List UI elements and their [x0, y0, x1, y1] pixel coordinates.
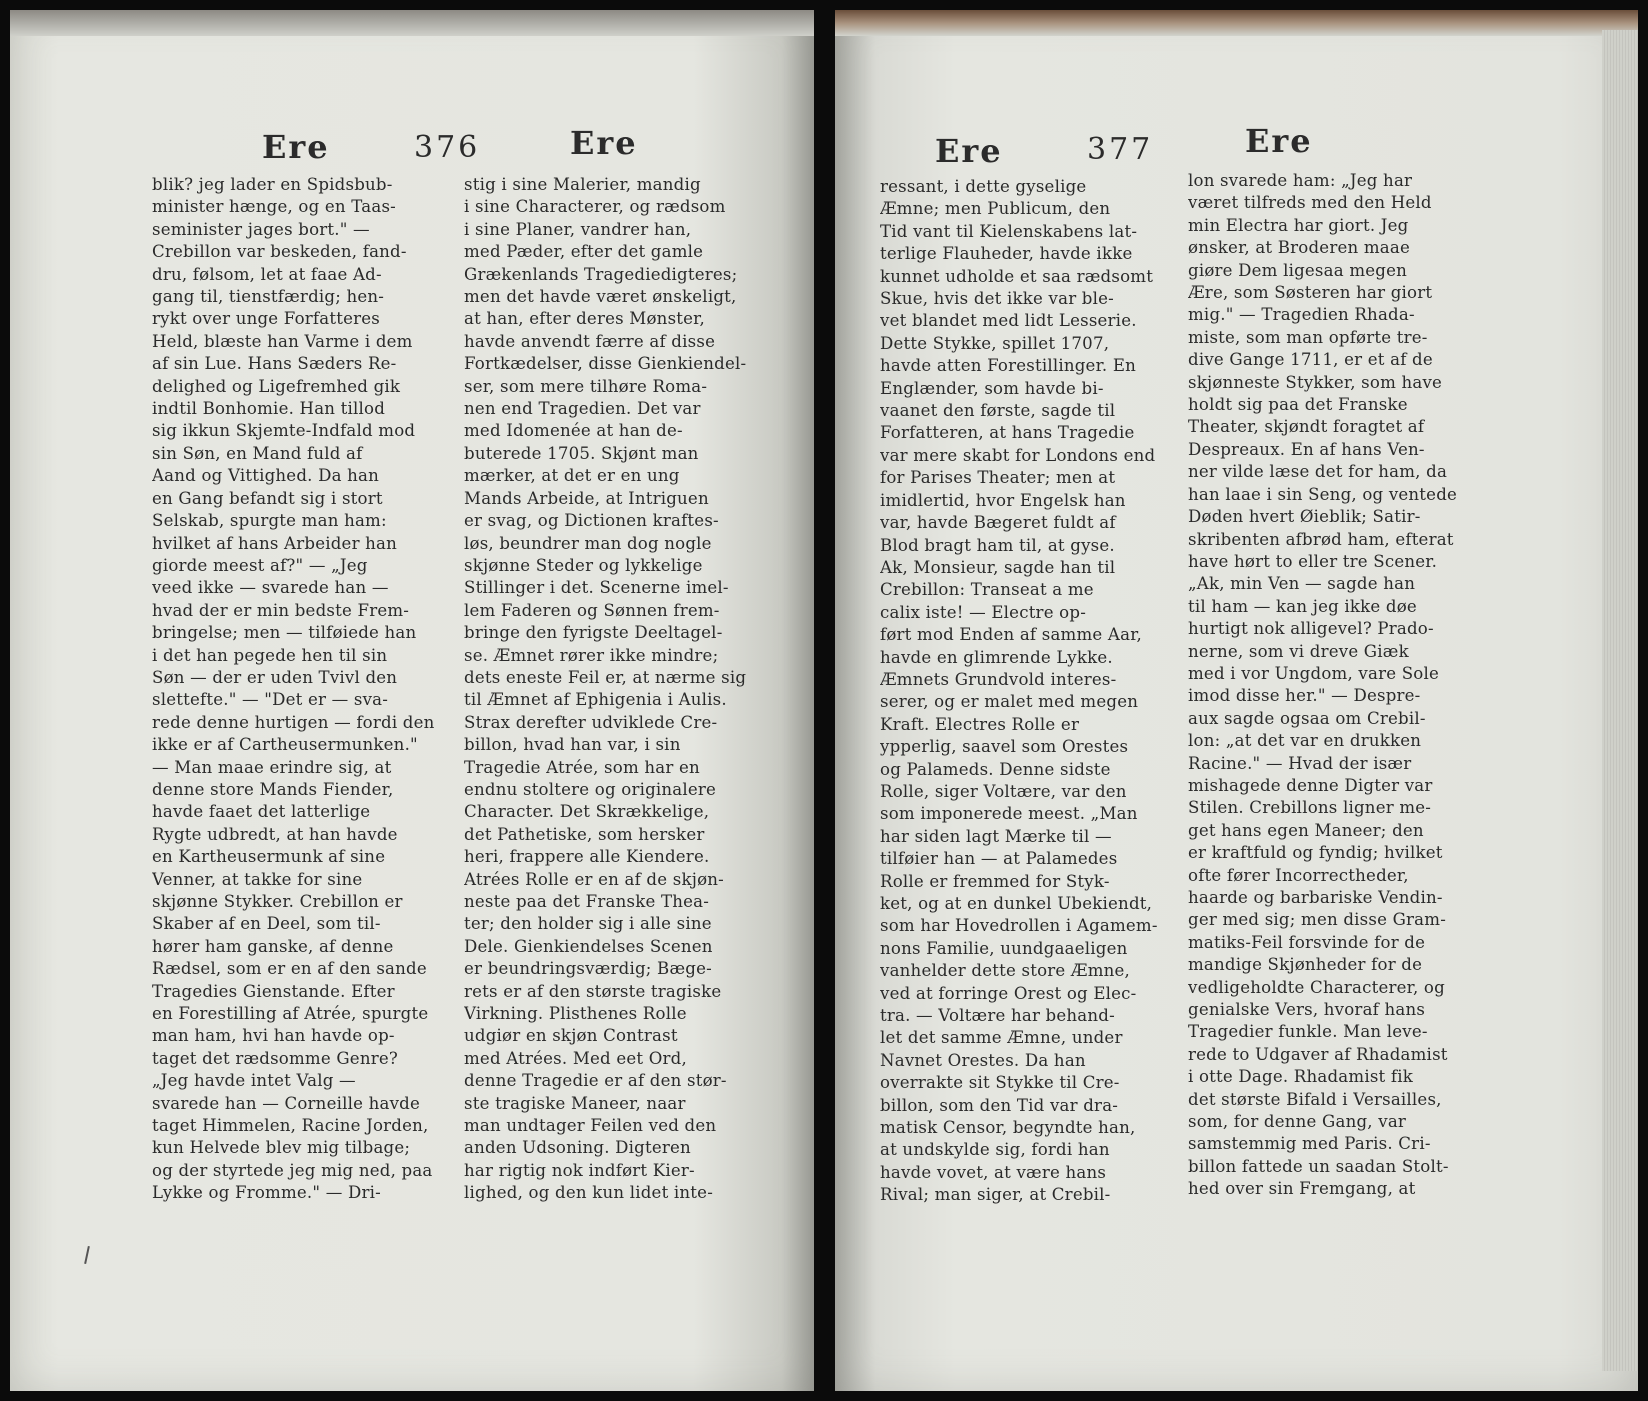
left-header-left: Ere — [262, 128, 330, 166]
right-page-column-2: lon svarede ham: „Jeg har været tilfreds med den Held min Electra har giort. Jeg ønsker, at Broderen maae giøre Dem ligesaa megen Ære, som Søsteren har giort mig." — Tragedien Rhada- miste, som man opførte tre- dive Gange 1711, er et af de skjønneste Stykker, som have holdt sig paa det Franske Theater, skjøndt foragtet af Despreaux. En af hans Ven- ner vilde læse det for ham, da han laae i sin Seng, og ventede Døden hvert Øieblik; Satir- skribenten afbrød ham, efterat have hørt to eller tre Scener. „Ak, min Ven — sagde han til ham — kan jeg ikke døe hurtigt nok alligevel? Prado- nerne, som vi dreve Giæk med i vor Ungdom, vare Sole imod disse her." — Despre- aux sagde ogsaa om Crebil- lon: „at det var en drukken Racine." — Hvad der især mishagede denne Digter var Stilen. Crebillons ligner me- get hans egen Maneer; den er kraftfuld og fyndig; hvilket ofte fører Incorrectheder, haarde og barbariske Vendin- ger med sig; men disse Gram- matiks-Feil forsvinde for de mandige Skjønheder for de vedligeholdte Characterer, og genialske Vers, hvoraf hans Tragedier funkle. Man leve- rede to Udgaver af Rhadamist i otte Dage. Rhadamist fik det største Bifald i Versailles, som, for denne Gang, var samstemmig med Paris. Cri- billon fattede un saadan Stolt- hed over sin Fremgang, at — [1188, 171, 1458, 1199]
right-page-fore-edge — [1602, 30, 1638, 1371]
left-page-column-1: blik? jeg lader en Spidsbub- minister hænge, og en Taas- seminister jages bort." — Crebillon var beskeden, fand- dru, følsom, let at faae Ad- gang til, tienstfærdig; hen- rykt over unge Forfatteres Held, blæste han Varme i dem af sin Lue. Hans Sæders Re- delighed og Ligefremhed gik indtil Bonhomie. Han tillod sig ikkun Skjemte-Indfald mod sin Søn, en Mand fuld af Aand og Vittighed. Da han en Gang befandt sig i stort Selskab, spurgte man ham: hvilket af hans Arbeider han giorde meest af?" — „Jeg veed ikke — svarede han — hvad der er min bedste Frem- bringelse; men — tilføiede han i det han pegede hen til sin Søn — der er uden Tvivl den slettefte." — "Det er — sva- rede denne hurtigen — fordi den ikke er af Cartheusermunken." — Man maae erindre sig, at denne store Mands Fiender, havde faaet det latterlige Rygte udbredt, at han havde en Kartheusermunk af sine Venner, at takke for sine skjønne Stykker. Crebillon er Skaber af en Deel, som til- hører ham ganske, af denne Rædsel, som er en af den sande Tragedies Gienstande. Efter en Forestilling af Atrée, spurgte man ham, hvi han havde op- taget det rædsomme Genre? „Jeg havde intet Valg — svarede han — Corneille havde taget Himmelen, Racine Jorden, kun Helvede blev mig tilbage; og der styrtede jeg mig ned, paa Lykke og Fromme." — Dri- — [152, 175, 435, 1203]
left-page-number: 376 — [414, 130, 481, 165]
right-header-left: Ere — [935, 132, 1003, 170]
right-page-number: 377 — [1087, 132, 1154, 167]
left-header-right: Ere — [570, 124, 638, 162]
left-page-top-edge — [10, 10, 814, 36]
right-header-right: Ere — [1245, 122, 1313, 160]
left-page-column-2: stig i sine Malerier, mandig i sine Characterer, og rædsom i sine Planer, vandrer han, med Pæder, efter det gamle Grækenlands Tragediedigteres; men det havde været ønskeligt, at han, efter deres Mønster, havde anvendt færre af disse Fortkædelser, disse Gienkiendel- ser, som mere tilhøre Roma- nen end Tragedien. Det var med Idomenée at han de- buterede 1705. Skjønt man mærker, at det er en ung Mands Arbeide, at Intriguen er svag, og Dictionen kraftes- løs, beundrer man dog nogle skjønne Steder og lykkelige Stillinger i det. Scenerne imel- lem Faderen og Sønnen frem- bringe den fyrigste Deeltagel- se. Æmnet rører ikke mindre; dets eneste Feil er, at nærme sig til Æmnet af Ephigenia i Aulis. Strax derefter udviklede Cre- billon, hvad han var, i sin Tragedie Atrée, som har en endnu stoltere og originalere Character. Det Skrækkelige, det Pathetiske, som hersker heri, frappere alle Kiendere. Atrées Rolle er en af de skjøn- neste paa det Franske Thea- ter; den holder sig i alle sine Dele. Gienkiendelses Scenen er beundringsværdig; Bæge- rets er af den største tragiske Virkning. Plisthenes Rolle udgiør en skjøn Contrast med Atrées. Med eet Ord, denne Tragedie er af den stør- ste tragiske Maneer, naar man undtager Feilen ved den anden Udsoning. Digteren har rigtig nok indført Kier- lighed, og den kun lidet inte- — [464, 175, 747, 1203]
right-page-top-edge — [835, 10, 1638, 36]
right-page-column-1: ressant, i dette gyselige Æmne; men Publicum, den Tid vant til Kielenskabens lat- terlige Flauheder, havde ikke kunnet udholde et saa rædsomt Skue, hvis det ikke var ble- vet blandet med lidt Lesserie. Dette Stykke, spillet 1707, havde atten Forestillinger. En Englænder, som havde bi- vaanet den første, sagde til Forfatteren, at hans Tragedie var mere skabt for Londons end for Parises Theater; men at imidlertid, hvor Engelsk han var, havde Bægeret fuldt af Blod bragt ham til, at gyse. Ak, Monsieur, sagde han til Crebillon: Transeat a me calix iste! — Electre op- ført mod Enden af samme Aar, havde en glimrende Lykke. Æmnets Grundvold interes- serer, og er malet med megen Kraft. Electres Rolle er ypperlig, saavel som Orestes og Palameds. Denne sidste Rolle, siger Voltære, var den som imponerede meest. „Man har siden lagt Mærke til — tilføier han — at Palamedes Rolle er fremmed for Styk- ket, og at en dunkel Ubekiendt, som har Hovedrollen i Agamem- nons Familie, uundgaaeligen vanhelder dette store Æmne, ved at forringe Orest og Elec- tra. — Voltære har behand- let det samme Æmne, under Navnet Orestes. Da han overrakte sit Stykke til Cre- billon, som den Tid var dra- matisk Censor, begyndte han, at undskylde sig, fordi han havde vovet, at være hans Rival; man siger, at Crebil- — [880, 177, 1158, 1205]
